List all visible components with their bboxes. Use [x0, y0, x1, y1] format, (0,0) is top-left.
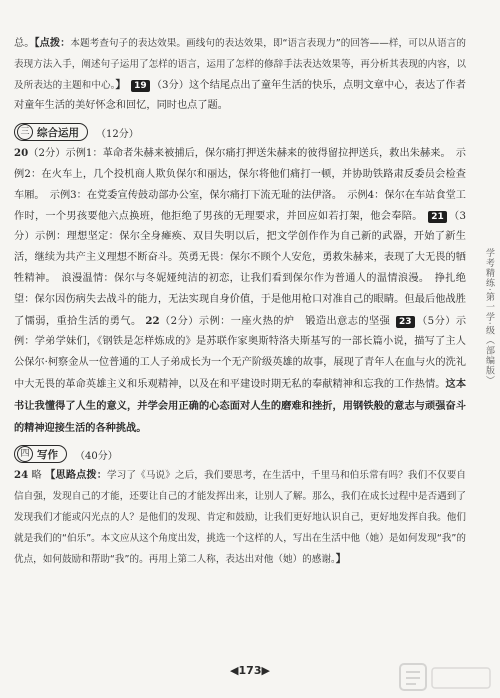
watermark-logo	[398, 660, 494, 694]
answer-23-emphasis: 这本书让我懂得了人生的意义，并学会用正确的心态面对人生的磨难和挫折，用钢铁般的意志与顽强奋斗的精神迎接生活的各种挑战。	[14, 377, 467, 434]
question-number-22: 22	[145, 314, 160, 327]
section-number: 四	[17, 446, 33, 462]
answer-page	[14, 34, 466, 570]
section-badge	[14, 123, 88, 141]
hint-label: 【思路点拨：	[45, 470, 108, 482]
section-title: 综合运用	[37, 126, 79, 139]
answer-paragraph-18-19	[14, 34, 466, 117]
hint-text: 本题考查句子的表达效果。画线句的表达效果，即“语言表现力”的回答——样，可以从语言的表现方法入手，阐述句子运用了怎样的语言，运用了怎样的修辞手法表达效果等，再分析其表现的内容，以及所表达的主题和中心。	[14, 38, 467, 91]
answer-22-text: （2分）示例：一座火热的炉 锻造出意志的坚强	[159, 315, 391, 327]
page-number: ◀173▶	[230, 664, 270, 677]
answer-24-text: 略	[31, 470, 42, 482]
section-number: 三	[17, 124, 33, 140]
text-fragment: 总。	[14, 38, 35, 49]
question-number-23: 23	[396, 316, 415, 328]
answer-19-text: （3分）这个结尾点出了童年生活的快乐，点明文章中心，表达了作者对童年生活的美好怀念和回忆，同时也点了题。	[14, 79, 466, 112]
question-number-19: 19	[131, 80, 150, 92]
side-tab-label: 学考精练·第一学·级（部编版）	[484, 248, 494, 386]
question-number-21: 21	[428, 211, 447, 223]
section-score: （12分）	[96, 128, 139, 140]
hint-label: 【点拨：	[34, 38, 71, 49]
hint-close: 】	[115, 79, 126, 91]
section-badge	[14, 445, 67, 463]
section-header-3	[14, 123, 466, 141]
section-title: 写作	[37, 448, 58, 461]
page-number-value: 173	[238, 664, 262, 677]
section-score: （40分）	[75, 450, 118, 462]
hint-text: 学习了《马说》之后，我们要思考，在生活中，千里马和伯乐常有吗？我们不仅要自信自强，发现自己的才能，还要让自己的才能发挥出来，让别人了解。那么，我们在成长过程中是否遇到了发现我们才能或闪光点的人？是他们的发现、肯定和鼓励，让我们更好地认识自己，更好地发挥自我。他们就是我们的“伯乐”。本文应从这个角度出发，挑选一个这样的人，写出在生活中他（她）是如何发现“我”的优点，如何鼓励和帮助“我”的。再用上第二人称，表达出对他（她）的感谢。	[14, 470, 467, 565]
question-number-24: 24	[14, 469, 29, 482]
question-number-20: 20	[14, 147, 29, 160]
answer-20-text: （2分）示例1：革命者朱赫来被捕后，保尔痛打押送朱赫来的彼得留拉押送兵，救出朱赫来。 示例2：在火车上，几个投机商人欺负保尔和丽达，保尔将他们痛打一顿，并协助铁路肃反委员会检查车厢。 示例3：在党委宣传鼓动部办公室，保尔痛打下流无耻的法伊洛。 示例4：保尔在车站食堂工作时，一个男孩要他六点换班，他拒绝了男孩的无理要求，并回应如若打架，他会奉陪。	[14, 148, 466, 222]
answer-paragraph-20-23	[14, 143, 466, 439]
section-header-4	[14, 445, 466, 463]
answer-23-text: （5分）示例：学弟学妹们，《钢铁是怎样炼成的》是苏联作家奥斯特洛夫斯基写的一部长篇小说，描写了主人公保尔·柯察金从一位普通的工人子弟成长为一个无产阶级英雄的故事，展现了青年人在血与火的洗礼中大无畏的革命英雄主义和乐观精神，以及在和平建设时期无私的奉献精神和忘我的工作热情。	[14, 315, 467, 390]
answer-paragraph-24	[14, 465, 466, 570]
answer-21-text: （3分）示例：理想坚定：保尔全身瘫痪、双目失明以后，把文学创作作为自己新的武器，开始了新生活，继续为共产主义理想不断奋斗。英勇无畏：保尔不顾个人安危，勇救朱赫来，表现了大无畏的牺牲精神。 浪漫温情：保尔与冬妮娅纯洁的初恋，让我们看到保尔作为普通人的温情浪漫。 挣扎绝望：保尔因伤病失去战斗的能力，无法实现自身价值，于是他用枪口对准自己的眼睛。但最后他战胜了懦弱，重拾生活的勇气。	[14, 210, 466, 327]
hint-close: 】	[335, 553, 346, 565]
